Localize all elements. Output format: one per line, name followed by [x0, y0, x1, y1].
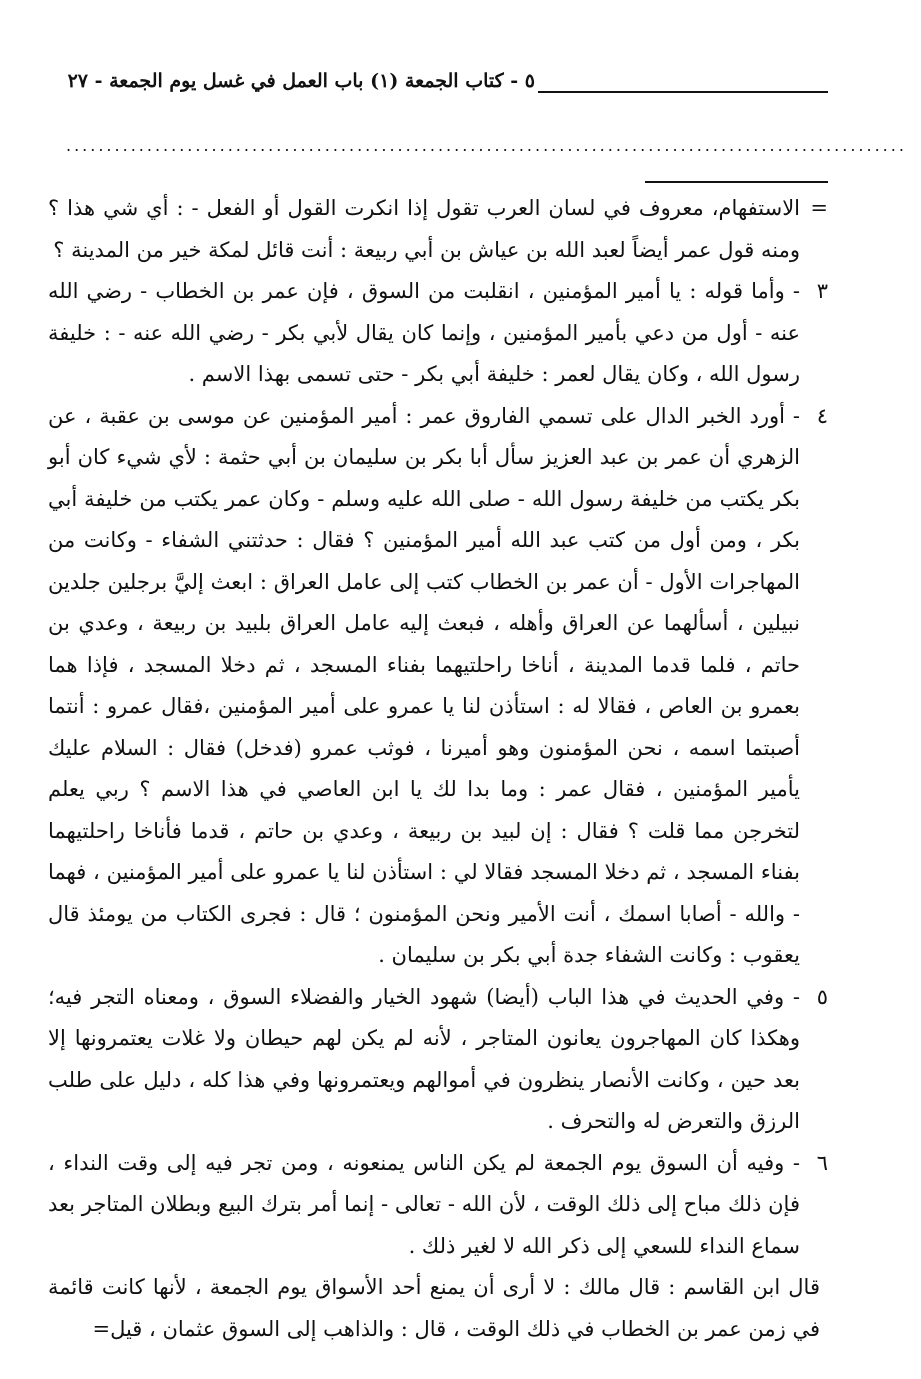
- paragraph-text: - وفيه أن السوق يوم الجمعة لم يكن الناس يمنعونه ، ومن تجر فيه إلى وقت النداء ، فإن ذلك مباح إلى ذلك الوقت ، لأن الله - تعالى - إنما أمر بترك البيع وبطلان المتاجر بعد سماع النداء للسعي إلى ذكر الله لا لغير ذلك .: [48, 1150, 800, 1258]
- paragraph-number: ٦: [816, 1150, 828, 1175]
- paragraph-text: قال ابن القاسم : قال مالك : لا أرى أن يمنع أحد الأسواق يوم الجمعة ، لأنها كانت قائمة في زمن عمر بن الخطاب في ذلك الوقت ، قال : والذاهب إلى السوق عثمان ، قيل=: [48, 1275, 820, 1341]
- paragraph-text: - وأما قوله : يا أمير المؤمنين ، انقلبت من السوق ، فإن عمر بن الخطاب - رضي الله عنه - أول من دعي بأمير المؤمنين ، وإنما كان يقال لأبي بكر - رضي الله عنه - : خليفة رسول الله ، وكان يقال لعمر : خليفة أبي بكر - حتى تسمى بهذا الاسم .: [48, 279, 800, 386]
- paragraph-text: - أورد الخبر الدال على تسمي الفاروق عمر : أمير المؤمنين عن موسى بن عقبة ، عن الزهري أن عمر بن عبد العزيز سأل أبا بكر بن سليمان بن أبي حثمة : لأي شيء كان أبو بكر يكتب من خليفة رسول الله - صلى الله عليه وسلم - وكان عمر يكتب من خليفة أبي بكر ، ومن أول من كتب عبد الله أمير المؤمنين ؟ فقال : حدثتني الشفاء - وكانت من المهاجرات الأول - أن عمر بن الخطاب كتب إلى عامل العراق : ابعث إليَّ برجلين جلدين نبيلين ، أسألهما عن العراق وأهله ، فبعث إليه عامل العراق بلبيد بن ربيعة ، وعدي بن حاتم ، فلما قدما المدينة ، أناخا راحلتيهما بفناء المسجد ، ثم دخلا المسجد ، فإذا هما بعمرو بن العاص ، فقالا له : استأذن لنا يا عمرو على أمير المؤمنين ،فقال عمرو : أنتما أصبتما اسمه ، نحن المؤمنون وهو أميرنا ، فوثب عمرو (فدخل) فقال : السلام عليك يأمير المؤمنين ، فقال عمر : وما بدا لك يا ابن العاصي في هذا الاسم ؟ ربي يعلم لتخرجن مما قلت ؟ فقال : إن لبيد بن ربيعة ، وعدي بن حاتم ، قدما فأناخا راحلتيهما بفناء المسجد ، ثم دخلا المسجد فقالا لي : استأذن لنا يا عمرو على أمير المؤمنين ، فهما - والله - أصابا اسمك ، أنت الأمير ونحن المؤمنون ؛ قال : فجرى الكتاب من يومئذ قال يعقوب : وكانت الشفاء جدة أبي بكر بن سليمان .: [48, 403, 800, 967]
- footnote-rule: [645, 181, 828, 183]
- paragraph-text: - وفي الحديث في هذا الباب (أيضا) شهود الخيار والفضلاء السوق ، ومعناه التجر فيه؛ وهكذا كان المهاجرون يعانون المتاجر ، لأنه لم يكن لهم حيطان ولا غلات يعتمرونها إلا بعد حين ، وكانت الأنصار ينظرون في أموالهم ويعتمرونها وفي هذا كله ، دليل على طلب الرزق والتعرض له والتحرف .: [48, 984, 800, 1133]
- paragraph-number: =: [810, 196, 828, 220]
- paragraph-number: ٣: [816, 279, 828, 303]
- paragraph-6: [48, 1143, 828, 1268]
- paragraph-5: [48, 977, 828, 1143]
- running-header: ٥ - كتاب الجمعة (١) باب العمل في غسل يوم الجمعة - ٢٧: [67, 70, 535, 92]
- paragraph-number: ٤: [816, 403, 828, 428]
- paragraph-ibn-qasim: [48, 1267, 828, 1350]
- paragraph-continuation: [48, 188, 828, 271]
- page-body: [48, 188, 828, 1350]
- dotted-separator: ........................................................................................................: [66, 136, 907, 155]
- paragraph-4: [48, 396, 828, 977]
- paragraph-number: ٥: [816, 984, 828, 1009]
- header-rule: [538, 91, 828, 93]
- paragraph-text: الاستفهام، معروف في لسان العرب تقول إذا انكرت القول أو الفعل - : أي شي هذا ؟ ومنه قول عمر أيضاً لعبد الله بن عياش بن أبي ربيعة : أنت قائل لمكة خير من المدينة ؟: [48, 196, 800, 262]
- paragraph-3: [48, 271, 828, 396]
